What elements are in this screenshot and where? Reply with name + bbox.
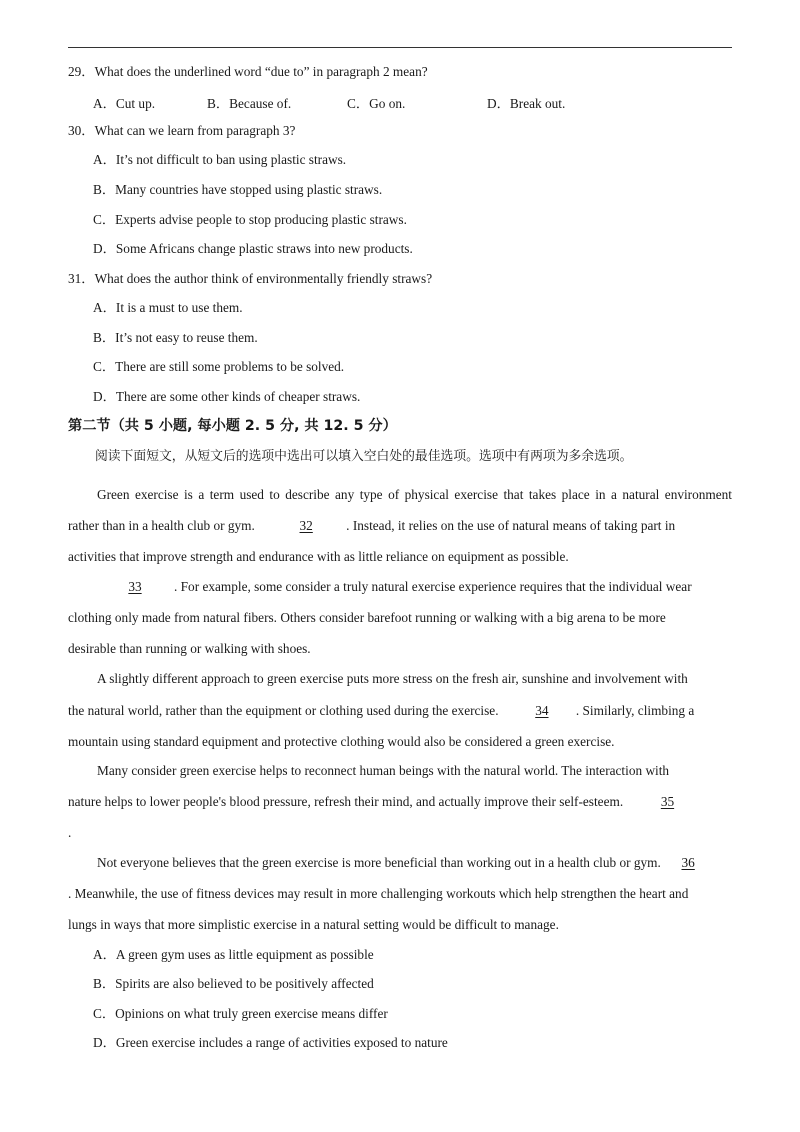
passage-text: Green exercise is a term used to describe any type of physical exercise that takes place in a natural environment — [97, 487, 732, 502]
question-31-option-b[interactable]: B．It’s not easy to reuse them. — [93, 330, 258, 345]
passage-p4-line1: Many consider green exercise helps to reconnect human beings with the natural world. The interaction with — [97, 763, 670, 778]
question-31-option-c[interactable]: C．There are still some problems to be solved. — [93, 359, 345, 374]
passage-p3-line3: mountain using standard equipment and protective clothing would also be considered a green exercise. — [68, 734, 615, 749]
blank-32[interactable]: 32 — [299, 518, 313, 533]
section-heading: 第二节（共 5 小题, 每小题 2. 5 分, 共 12. 5 分） — [68, 418, 397, 434]
blank-33[interactable]: 33 — [128, 579, 142, 594]
passage-p3-line1: A slightly different approach to green exercise puts more stress on the fresh air, sunshine and involvement with — [97, 671, 688, 686]
passage-p5-line1 — [97, 855, 708, 871]
section-instruction: 阅读下面短文，从短文后的选项中选出可以填入空白处的最佳选项。选项中有两项为多余选项。 — [95, 449, 633, 464]
question-29-option-d[interactable]: D．Break out. — [487, 96, 566, 111]
passage-p1-line1 — [97, 487, 732, 503]
passage-text: . Instead, it relies on the use of natural means of taking part in — [346, 518, 676, 533]
blank-35[interactable]: 35 — [660, 794, 675, 809]
question-29-option-a[interactable]: A．Cut up. — [93, 96, 156, 111]
question-30-stem: 30．What can we learn from paragraph 3? — [68, 123, 296, 138]
header-rule — [68, 47, 732, 48]
question-30-option-b[interactable]: B．Many countries have stopped using plastic straws. — [93, 182, 383, 197]
question-30-option-d[interactable]: D．Some Africans change plastic straws into new products. — [93, 241, 413, 256]
answer-option-c[interactable]: C．Opinions on what truly green exercise means differ — [93, 1006, 388, 1021]
question-30-option-c[interactable]: C．Experts advise people to stop producing plastic straws. — [93, 212, 407, 227]
passage-p2-line3: desirable than running or walking with shoes. — [68, 641, 311, 656]
question-31-option-d[interactable]: D．There are some other kinds of cheaper straws. — [93, 389, 361, 404]
answer-option-a[interactable]: A．A green gym uses as little equipment as possible — [93, 947, 374, 962]
passage-p4-line2 — [68, 794, 732, 810]
blank-36[interactable]: 36 — [681, 855, 695, 870]
passage-text: Not everyone believes that the green exercise is more beneficial than working out in a health club or gym. — [97, 855, 661, 870]
answer-option-b[interactable]: B．Spirits are also believed to be positively affected — [93, 976, 374, 991]
question-29-stem: 29．What does the underlined word “due to” in paragraph 2 mean? — [68, 64, 428, 79]
passage-p2-line2: clothing only made from natural fibers. Others consider barefoot running or walking with a big arena to be more — [68, 610, 666, 625]
passage-p1-line2 — [68, 518, 732, 534]
passage-p1-line3: activities that improve strength and endurance with as little reliance on equipment as possible. — [68, 549, 569, 564]
question-29-option-c[interactable]: C．Go on. — [347, 96, 406, 111]
passage-text: nature helps to lower people's blood pressure, refresh their mind, and actually improve their self-esteem. — [68, 794, 624, 809]
answer-option-d[interactable]: D．Green exercise includes a range of activities exposed to nature — [93, 1035, 448, 1050]
passage-text: . For example, some consider a truly natural exercise experience requires that the individual wear — [174, 579, 692, 594]
blank-34[interactable]: 34 — [535, 703, 549, 718]
passage-text: . Similarly, climbing a — [575, 703, 695, 718]
passage-p2-line1 — [68, 579, 732, 595]
question-31-option-a[interactable]: A．It is a must to use them. — [93, 300, 243, 315]
question-31-stem: 31．What does the author think of environmentally friendly straws? — [68, 271, 433, 286]
passage-text: the natural world, rather than the equipment or clothing used during the exercise. — [68, 703, 499, 718]
passage-text: rather than in a health club or gym. — [68, 518, 255, 533]
passage-p5-line2: . Meanwhile, the use of fitness devices may result in more challenging workouts which help strengthen the heart and — [68, 886, 689, 901]
passage-p3-line2 — [68, 703, 732, 719]
question-30-option-a[interactable]: A．It’s not difficult to ban using plastic straws. — [93, 152, 347, 167]
passage-p5-line3: lungs in ways that more simplistic exercise in a natural setting would be difficult to manage. — [68, 917, 559, 932]
question-29-option-b[interactable]: B．Because of. — [207, 96, 292, 111]
passage-p4-line3: . — [68, 825, 72, 840]
